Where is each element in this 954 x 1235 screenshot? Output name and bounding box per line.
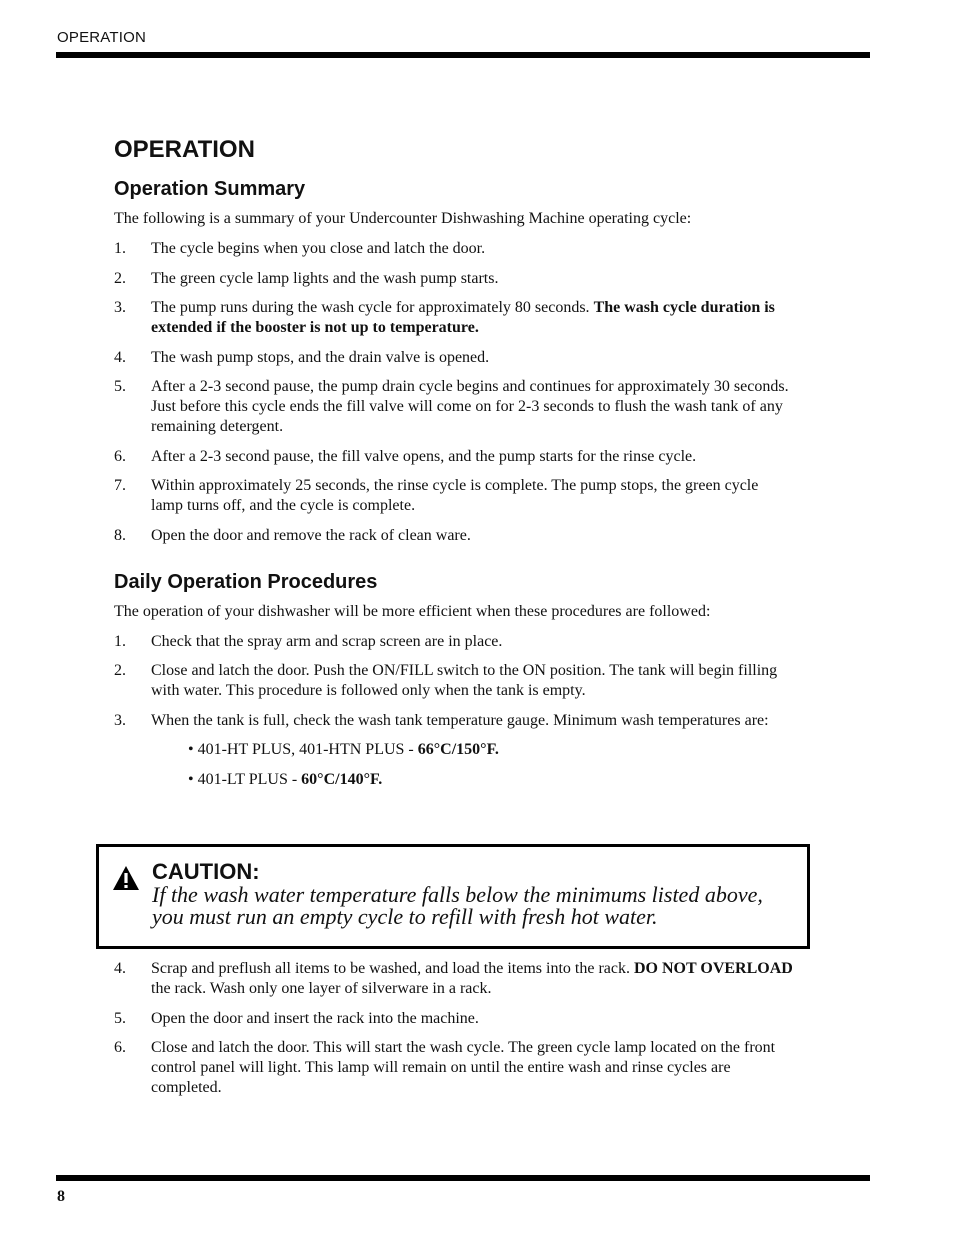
list-item: 6. After a 2-3 second pause, the fill valve opens, and the pump starts for the rinse cycle. <box>114 447 697 465</box>
list-item: 5. After a 2-3 second pause, the pump drain cycle begins and continues for approximately 30 seconds. Just before this cycle ends the fill valve will come on for 2-3 seconds to flush the wash tank of any remaining detergent. <box>114 378 789 435</box>
section-heading-daily: Daily Operation Procedures <box>114 570 378 593</box>
list-item: 5. Open the door and insert the rack into the machine. <box>114 1009 479 1027</box>
daily-steps-list <box>114 632 794 731</box>
caution-box <box>96 844 810 949</box>
list-item: 4. Scrap and preflush all items to be washed, and load the items into the rack. DO NOT OVERLOAD the rack. Wash only one layer of silverware in a rack. <box>114 960 793 997</box>
list-item: 1. Check that the spray arm and scrap screen are in place. <box>114 632 503 650</box>
daily-steps-continued <box>114 959 794 1108</box>
list-item: 4. The wash pump stops, and the drain valve is opened. <box>114 348 490 366</box>
daily-steps-list-continued <box>114 959 794 1098</box>
page-title: OPERATION <box>114 136 255 163</box>
header-rule <box>56 52 870 58</box>
caution-body: If the wash water temperature falls below the minimums listed above, you must run an empty cycle to refill with fresh hot water. <box>152 882 763 929</box>
list-item: 6. Close and latch the door. This will start the wash cycle. The green cycle lamp located on the front control panel will light. This lamp will remain on until the entire wash and rinse cycles are completed. <box>114 1039 776 1096</box>
footer-rule <box>56 1175 870 1181</box>
list-item: 8. Open the door and remove the rack of clean ware. <box>114 526 471 544</box>
summary-steps-list <box>114 239 794 546</box>
page-content <box>114 134 794 800</box>
list-item: 2. The green cycle lamp lights and the wash pump starts. <box>114 269 499 287</box>
list-item: 3. When the tank is full, check the wash tank temperature gauge. Minimum wash temperatures are: <box>114 711 769 729</box>
temperature-item: • 401-HT PLUS, 401-HTN PLUS - 66°C/150°F. <box>188 741 499 758</box>
caution-title: CAUTION: <box>152 859 260 884</box>
list-item: 3. The pump runs during the wash cycle for approximately 80 seconds. The wash cycle duration is extended if the booster is not up to temperature. <box>114 299 775 336</box>
list-item: 7. Within approximately 25 seconds, the rinse cycle is complete. The pump stops, the green cycle lamp turns off, and the cycle is complete. <box>114 477 759 514</box>
temperature-list <box>114 740 794 790</box>
running-head: OPERATION <box>57 29 147 46</box>
warning-icon <box>112 865 140 896</box>
temperature-item: • 401-LT PLUS - 60°C/140°F. <box>188 771 383 788</box>
list-item: 2. Close and latch the door. Push the ON/FILL switch to the ON position. The tank will begin filling with water. This procedure is followed only when the tank is empty. <box>114 662 778 699</box>
summary-intro: The following is a summary of your Undercounter Dishwashing Machine operating cycle: <box>114 210 692 227</box>
daily-intro: The operation of your dishwasher will be more efficient when these procedures are followed: <box>114 602 711 620</box>
list-item: 1. The cycle begins when you close and latch the door. <box>114 240 486 257</box>
page-number: 8 <box>57 1188 65 1205</box>
section-heading-summary: Operation Summary <box>114 178 306 200</box>
